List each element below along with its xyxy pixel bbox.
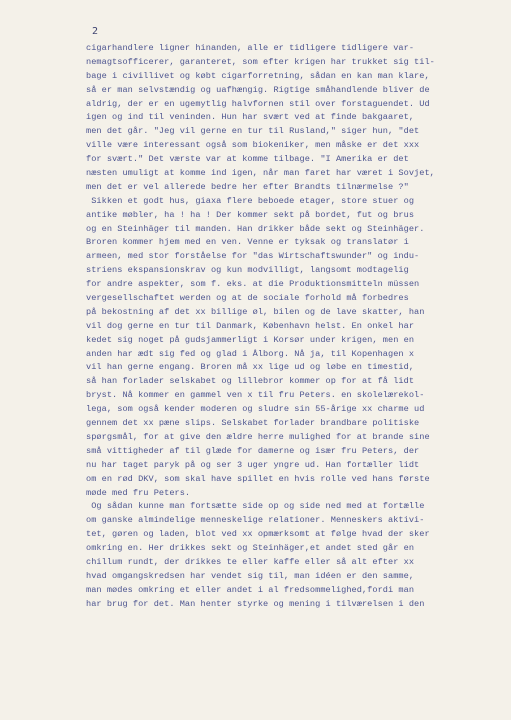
text-line: anden har ædt sig fed og glad i Ålborg. Nå ja, til Kopenhagen x — [86, 348, 415, 359]
text-line: for svært." Det værste var at komme tilbage. "I Amerika er det — [86, 154, 409, 165]
text-line: bryst. Nå kommer en gammel ven x til fru Peters. en skolelærekol- — [86, 390, 425, 401]
text-line: omkring en. Her drikkes sekt og Steinhäger,et andet sted går en — [86, 543, 415, 554]
text-line: nu har taget paryk på og ser 3 uger yngre ud. Han fortæller lidt — [86, 459, 420, 470]
text-line: kedet sig noget på gudsjammerligt i Korsør under krigen, men en — [86, 334, 415, 345]
text-line: Broren kommer hjem med en ven. Venne er tyksak og translatør i — [86, 237, 409, 248]
text-line: hvad omgangskredsen har vendet sig til, man idéen er den samme, — [86, 570, 415, 581]
text-line: gennem det xx pæne slips. Selskabet forlader brandbare politiske — [86, 418, 420, 429]
page-number: 2 — [92, 26, 99, 37]
text-line: Og sådan kunne man fortsætte side op og side ned med at fortælle — [86, 501, 425, 512]
text-line: så han forlader selskabet og lillebror kommer op for at få lidt — [86, 376, 415, 387]
text-line: man mødes omkring et eller andet i al fredsommelighed,fordi man — [86, 584, 415, 595]
text-line: for andre aspekter, som f. eks. at die Produktionsmitteln müssen — [86, 279, 420, 290]
text-line: spørgsmål, for at give den ældre herre mulighed for at brande sine — [86, 431, 430, 442]
text-line: om en rød DKV, som skal have spillet en hvis rolle ved hans første — [86, 473, 430, 484]
text-line: om ganske almindelige menneskelige relationer. Menneskers aktivi- — [86, 515, 425, 526]
text-line: møde med fru Peters. — [86, 487, 191, 498]
text-line: antike møbler, ha ! ha ! Der kommer sekt på bordet, fut og brus — [86, 209, 415, 220]
text-line: men det går. "Jeg vil gerne en tur til Rusland," siger hun, "det — [86, 126, 420, 137]
text-line: armeen, med stor forståelse for "das Wirtschaftswunder" og indu- — [86, 251, 420, 262]
text-line: striens ekspansionskrav og kun modvilligt, langsomt modtagelig — [86, 265, 409, 276]
text-line: Sikken et godt hus, giaxa flere beboede etager, store stuer og — [86, 195, 415, 206]
text-line: på bekostning af det xx billige øl, bilen og de lave skatter, han — [86, 306, 425, 317]
text-line: vil han gerne engang. Broren må xx lige ud og løbe en timestid, — [86, 362, 415, 373]
text-line: og en Steinhäger til manden. Han drikker både sekt og Steinhäger. — [86, 223, 425, 234]
text-line: ville være interessant også som biokeniker, men måske er det xxx — [86, 140, 420, 151]
text-line: vil dog gerne en tur til Danmark, København helst. En onkel har — [86, 320, 415, 331]
text-line: lega, som også kender moderen og sludre sin 55-årige xx charme ud — [86, 404, 425, 415]
text-line: tet, gøren og laden, blot ved xx opmærksomt at følge hvad der sker — [86, 529, 430, 540]
text-line: igen og ind til veninden. Hun har svært ved at finde bakgaaret, — [86, 112, 415, 123]
text-line: men det er vel allerede bedre her efter Brandts tilnærmelse ?" — [86, 181, 409, 192]
text-line: nemagtsofficerer, garanteret, som efter krigen har trukket sig til- — [86, 56, 435, 67]
text-line: chillum rundt, der drikkes te eller kaffe eller så alt efter xx — [86, 556, 415, 567]
text-line: har brug for det. Man henter styrke og mening i tilværelsen i den — [86, 598, 425, 609]
text-line: cigarhandlere ligner hinanden, alle er tidligere tidligere var- — [86, 43, 415, 53]
text-line: så er man selvstændig og uafhængig. Rigtige småhandlende bliver de — [86, 84, 430, 95]
text-line: bage i civillivet og købt cigarforretning, sådan en kan man klare, — [86, 70, 430, 81]
text-line: næsten umuligt at komme ind igen, når man faret har været i Sovjet, — [86, 168, 435, 179]
body-text — [86, 42, 506, 612]
text-line: små vittigheder af til glæde for damerne og især fru Peters, der — [86, 445, 420, 456]
text-line: vergesellschaftet werden og at de sociale forhold må forbedres — [86, 293, 409, 304]
text-line: aldrig, der er en ugemytlig halvfornen stil over forstaguendet. Ud — [86, 98, 430, 109]
